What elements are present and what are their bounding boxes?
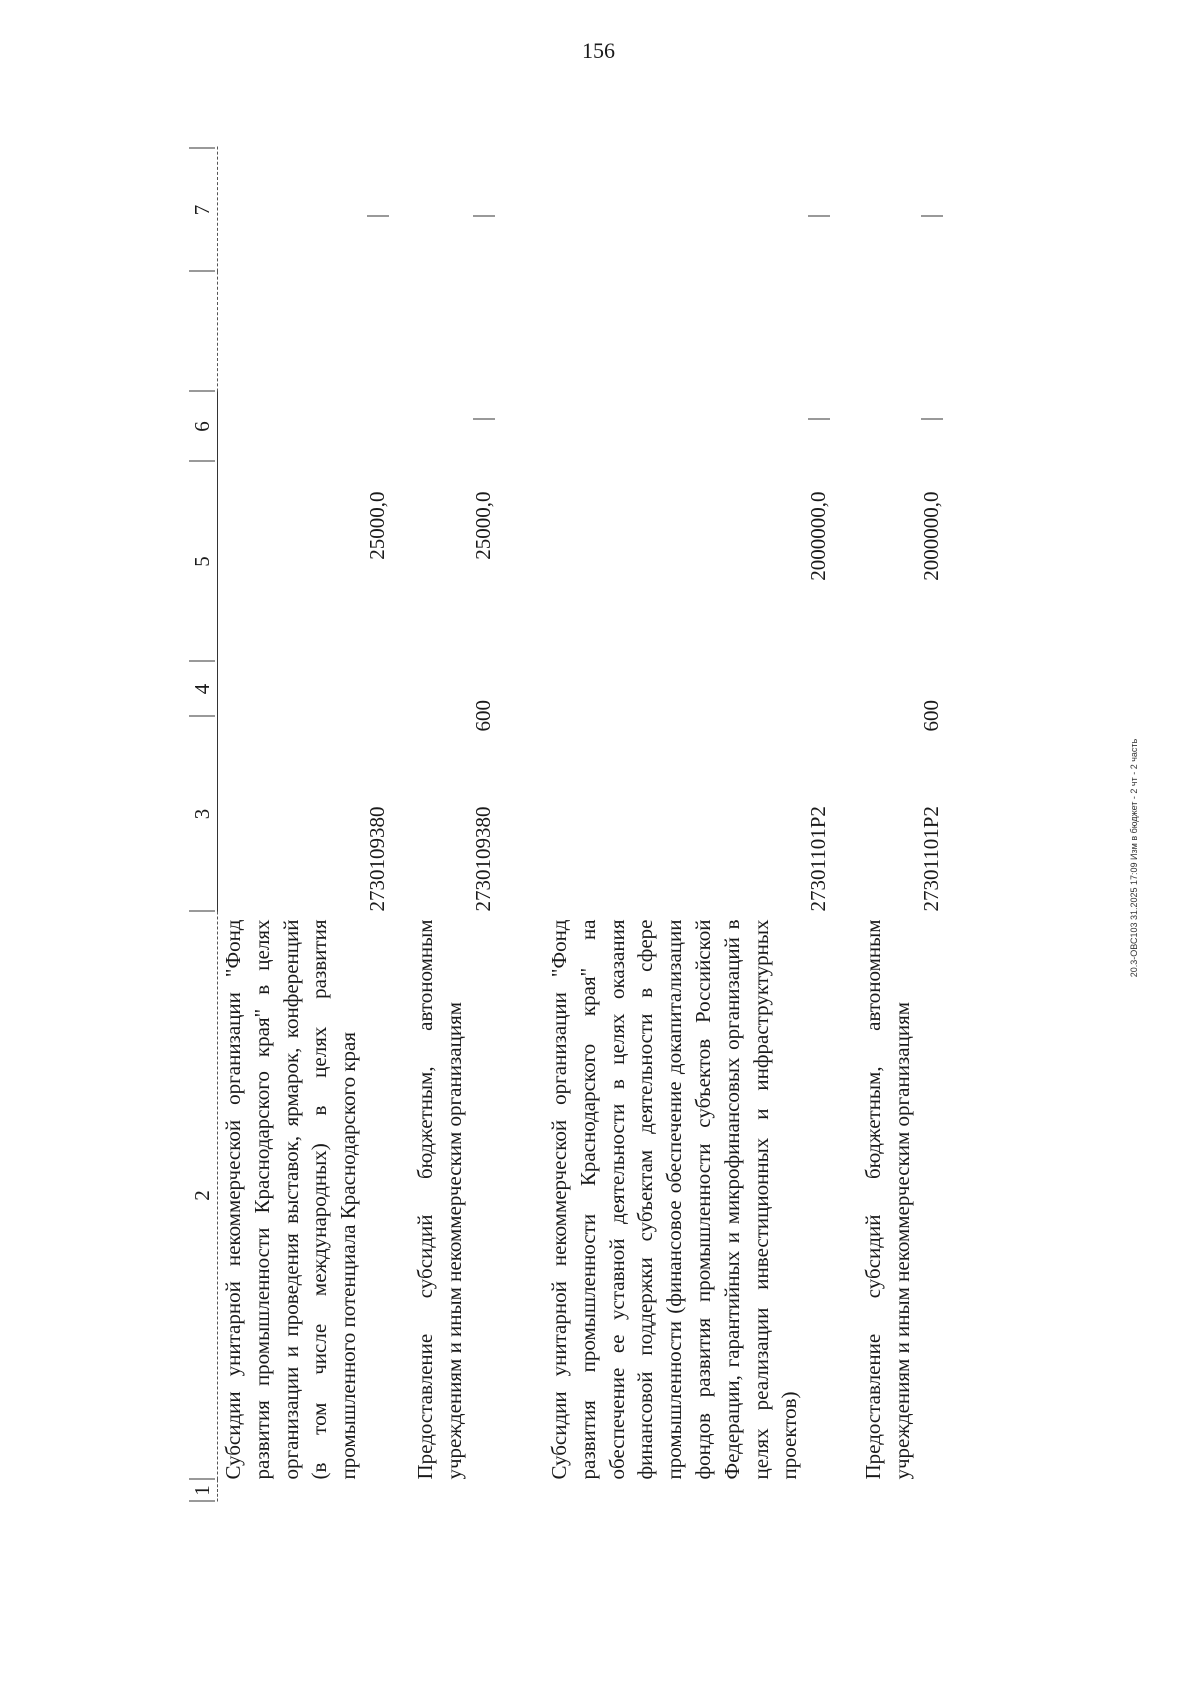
header-border xyxy=(217,272,218,392)
row-target-code: 27301101Р2 xyxy=(919,806,943,912)
empty-cell-dash xyxy=(921,216,943,217)
empty-cell-dash xyxy=(921,419,943,420)
column-number-7: 7 xyxy=(190,204,214,216)
table-body xyxy=(219,147,969,1502)
column-number-2: 2 xyxy=(190,1190,214,1201)
column-number-header xyxy=(185,147,219,1502)
header-border xyxy=(217,522,218,912)
header-border xyxy=(217,392,218,522)
column-number-6: 6 xyxy=(190,421,214,432)
column-number-1: 1 xyxy=(190,1485,214,1496)
row-description: Субсидии унитарной некоммерческой организации "Фонд развития промышленности Краснодарского края" на обеспечение ее уставной деятельности в целях оказания финансовой поддержки субъектам деятельности в сфере промышленности (финансовое обеспечение докапитализации фондов развития промышленности субъектов Российской Федерации, гарантийных и микрофинансовых организаций в целях реализации инвестиционных и инфраструктурных проектов) xyxy=(547,919,802,1480)
table-row xyxy=(219,147,391,1502)
row-description: Предоставление субсидий бюджетным, автономным учреждениям и иным некоммерческим организациям xyxy=(413,919,466,1480)
header-border xyxy=(217,1480,218,1502)
row-expense-type: 600 xyxy=(919,700,943,732)
row-amount: 25000,0 xyxy=(365,491,389,560)
empty-cell-dash xyxy=(808,216,830,217)
column-number-4: 4 xyxy=(190,683,214,695)
column-number-5: 5 xyxy=(190,556,214,567)
budget-table xyxy=(185,147,1045,1502)
row-amount: 25000,0 xyxy=(471,491,495,560)
table-row xyxy=(519,147,849,1502)
table-row xyxy=(849,147,969,1502)
empty-cell-dash xyxy=(473,216,495,217)
header-border xyxy=(217,147,218,272)
document-footer-note: 20.3-ОВС103 31.2025 17:09 Изм в бюджет - 2 чт - 2 часть xyxy=(1129,738,1139,978)
row-amount: 2000000,0 xyxy=(806,491,830,581)
empty-cell-dash xyxy=(808,419,830,420)
row-target-code: 2730109380 xyxy=(365,806,389,912)
table-row xyxy=(391,147,519,1502)
empty-cell-dash xyxy=(473,419,495,420)
column-number-3: 3 xyxy=(190,808,214,820)
empty-cell-dash xyxy=(367,216,389,217)
row-description: Субсидии унитарной некоммерческой организации "Фонд развития промышленности Краснодарского края" в целях организации и проведения выставок, ярмарок, конференций (в том числе международных) в целях развития промышленного потенциала Краснодарского края xyxy=(221,919,361,1480)
row-expense-type: 600 xyxy=(471,700,495,732)
page-number: 156 xyxy=(582,38,615,63)
row-description: Предоставление субсидий бюджетным, автономным учреждениям и иным некоммерческим организациям xyxy=(861,919,914,1480)
header-border xyxy=(217,912,218,1480)
row-target-code: 2730109380 xyxy=(471,806,495,912)
row-amount: 2000000,0 xyxy=(919,491,943,581)
row-target-code: 27301101Р2 xyxy=(806,806,830,912)
